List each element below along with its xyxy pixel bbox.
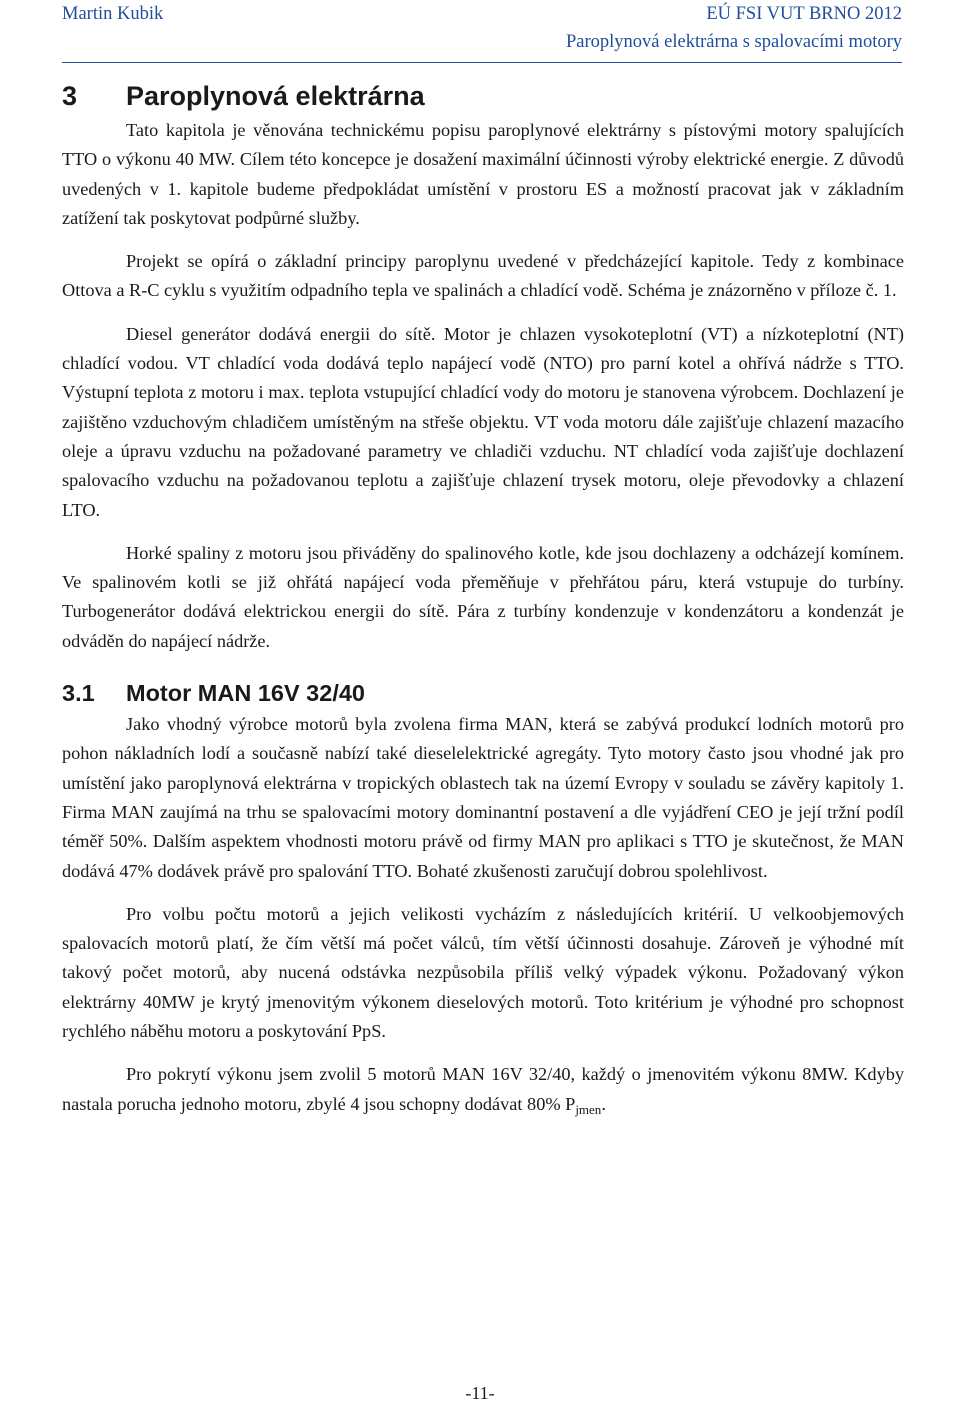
header-thesis-title: Paroplynová elektrárna s spalovacími motory bbox=[566, 32, 902, 52]
section-heading bbox=[62, 676, 904, 710]
paragraph-criteria: Pro volbu počtu motorů a jejich velikosti vycházím z následujících kritérií. U velkoobjemových spalovacích motorů platí, že čím větší má počet válců, tím větší účinnosti dosahuje. Zároveň je výhodné mít takový počet motorů, aby nucená odstávka nezpůsobila příliš velký výpadek výkonu. Požadovaný výkon elektrárny 40MW je krytý jmenovitým výkonem dieselových motorů. Toto kritérium je výhodné pro schopnost rychlého náběhu motoru a poskytování PpS. bbox=[62, 903, 904, 1042]
page-number: -11- bbox=[465, 1383, 495, 1403]
power-subscript: jmen bbox=[575, 1101, 602, 1117]
chapter-title: Paroplynová elektrárna bbox=[126, 81, 425, 111]
selection-end: . bbox=[601, 1093, 606, 1114]
paragraph-intro: Tato kapitola je věnována technickému popisu paroplynové elektrárny s pístovými motory spalujících TTO o výkonu 40 MW. Cílem této koncepce je dosažení maximální účinnosti výroby elektrické energie. Z důvodů uvedených v 1. kapitole budeme předpokládat umístění v prostoru ES a možností pracovat jak v základním zatížení tak poskytovat podpůrné služby. bbox=[62, 120, 904, 228]
chapter-number: 3 bbox=[62, 81, 78, 111]
selection-text: Pro pokrytí výkonu jsem zvolil 5 motorů MAN 16V 32/40, každý o jmenovitém výkonu 8MW. Kdyby nastala porucha jednoho motoru, zbylé 4 jsou schopny dodávat 80% bbox=[62, 1064, 904, 1114]
chapter-heading bbox=[62, 76, 904, 116]
header-author: Martin Kubik bbox=[62, 4, 164, 24]
paragraph-selection bbox=[62, 1060, 904, 1119]
paragraph-flue-gas: Horké spaliny z motoru jsou přiváděny do spalinového kotle, kde jsou dochlazeny a odcházejí komínem. Ve spalinovém kotli se již ohřátá napájecí voda přeměňuje v přehřátou páru, která vstupuje do turbíny. Turbogenerátor dodává elektrickou energii do sítě. Pára z turbíny kondenzuje v kondenzátoru a kondenzát je odváděn do napájecí nádrže. bbox=[62, 542, 904, 651]
power-symbol: P bbox=[565, 1093, 576, 1114]
paragraph-project: Projekt se opírá o základní principy paroplynu uvedené v předcházející kapitole. Tedy z kombinace Ottova a R-C cyklu s využitím odpadního tepla ve spalinách a chladící vodě. Schéma je znázorněno v příloze č. 1. bbox=[62, 251, 904, 301]
page-body bbox=[62, 76, 904, 1119]
running-header bbox=[62, 2, 902, 64]
header-institution: EÚ FSI VUT BRNO 2012 bbox=[706, 4, 902, 24]
paragraph-diesel: Diesel generátor dodává energii do sítě. Motor je chlazen vysokoteplotní (VT) a nízkoteplotní (NT) chladící vodou. VT chladící voda dodává teplo napájecí vodě (NTO) pro parní kotel a ohřívá nádrže s TTO. Výstupní teplota z motoru i max. teplota vstupující chladící vody do motoru je stanovena výrobcem. Dochlazení je zajištěno vzduchovým chladičem umístěným na střeše objektu. VT voda motoru dále zajišťuje chlazení mazacího oleje a úpravu vzduchu na požadované parametry ve chladiči vzduchu. NT chladící voda zajišťuje dochlazení spalovacího vzduchu na požadovanou teplotu a zajišťuje chlazení trysek motoru, oleje převodovky a chlazení LTO. bbox=[62, 323, 904, 520]
section-number: 3.1 bbox=[62, 680, 95, 707]
paragraph-manufacturer: Jako vhodný výrobce motorů byla zvolena firma MAN, která se zabývá produkcí lodních motorů pro pohon nákladních lodí a současně nabízí také dieselelektrické agregáty. Tyto motory často jsou vhodné jak pro umístění jako paroplynová elektrárna v tropických oblastech tak na území Evropy v souladu se závěry kapitoly 1. Firma MAN zaujímá na trhu se spalovacími motory dominantní postavení a dle vyjádření CEO je její tržní podíl téměř 50%. Dalším aspektem vhodnosti motoru právě od firmy MAN pro aplikaci s TTO je skutečnost, že MAN dodává 47% dodávek právě pro spalování TTO. Bohaté zkušenosti zaručují dobrou spolehlivost. bbox=[62, 714, 904, 881]
section-title: Motor MAN 16V 32/40 bbox=[126, 680, 365, 707]
header-rule bbox=[62, 62, 902, 63]
